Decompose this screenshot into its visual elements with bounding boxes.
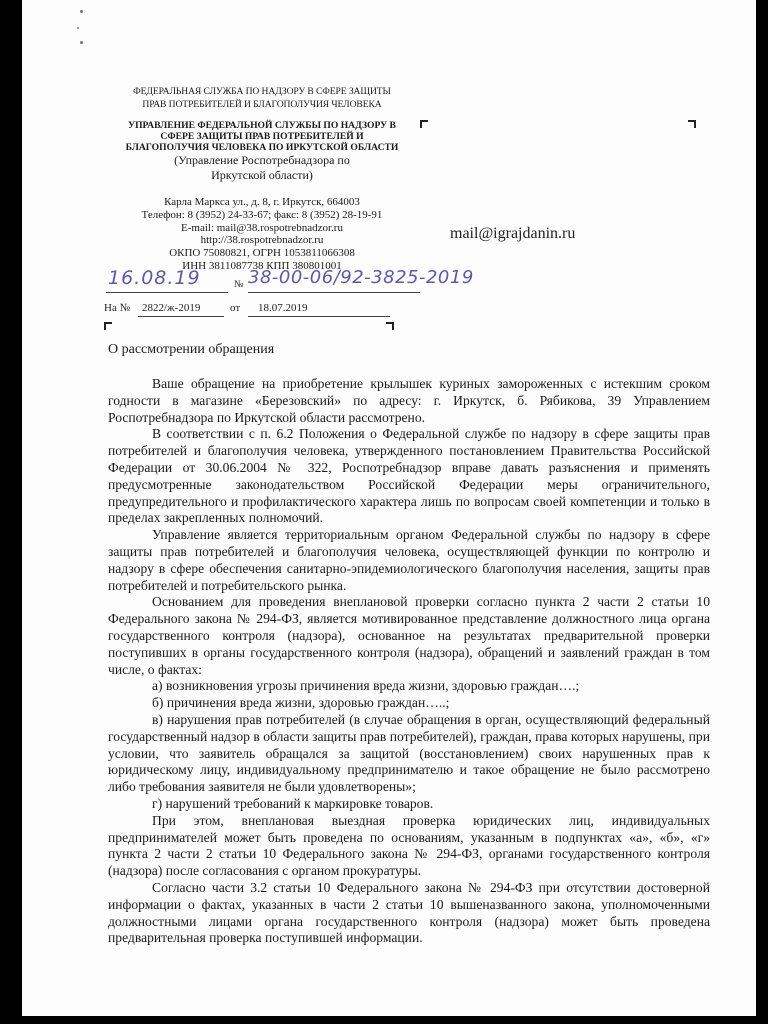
phone: Телефон: 8 (3952) 24-33-67; факс: 8 (3952) 28-19-91 (141, 208, 383, 221)
from-label: от (230, 302, 241, 314)
corner-mark-right (688, 120, 696, 128)
speck (77, 27, 79, 29)
list-item-a: а) возникновения угрозы причинения вреда жизни, здоровью граждан….; (152, 678, 580, 694)
dept-short-1: (Управление Роспотребнадзора по (174, 153, 350, 167)
dept-line-2: СФЕРЕ ЗАЩИТЫ ПРАВ ПОТРЕБИТЕЛЕЙ И (160, 131, 364, 142)
agency-line-2: ПРАВ ПОТРЕБИТЕЛЕЙ И БЛАГОПОЛУЧИЯ ЧЕЛОВЕКА (142, 98, 382, 110)
speck (80, 10, 83, 13)
paragraph: Управление является территориальным органом Федеральной службы по надзору в сфере защиты прав потребителей и благополучия человека, осуществляющей функции по контролю и надзору в сфере обеспечения санитарно-эпидемиологического благополучия населения, защиты прав потребителей и потребительского рынка. (108, 527, 710, 593)
reply-date-underline (248, 316, 390, 317)
reply-to-label: На № (104, 302, 131, 314)
list-item-v: в) нарушения прав потребителей (в случае обращения в орган, осуществляющий федеральный государственный надзор в области защиты прав потребителей), граждан, права которых нарушены, при условии, что заявитель обращался за защитой (восстановлением) своих нарушенных прав к юридическому лицу, индивидуальному предпринимателю и такое обращение не было рассмотрено либо требования заявителя не были удовлетворены»; (108, 711, 710, 795)
paragraph: Согласно части 3.2 статьи 10 Федерального закона № 294-ФЗ при отсутствии достоверной информации о фактах, указанных в части 2 статьи 10 вышеназванного закона, уполномоченными должностными лицами органа государственного контроля (надзора) может быть проведена предварительная проверка поступившей информации. (108, 879, 710, 946)
subject-line: О рассмотрении обращения (108, 342, 275, 357)
handwritten-number: 38-00-06/92-3825-2019 (248, 267, 474, 288)
paragraph: Ваше обращение на приобретение крылышек куриных замороженных с истекшим сроком годности в магазине «Березовский» по адресу: г. Иркутск, б. Рябикова, 39 Управлением Роспотребнадзора по Иркутской области рассмотрено. (108, 376, 710, 425)
dept-line-3: БЛАГОПОЛУЧИЯ ЧЕЛОВЕКА ПО ИРКУТСКОЙ ОБЛАСТИ (125, 142, 399, 153)
paragraph: При этом, внеплановая выездная проверка юридических лиц, индивидуальных предпринимателей может быть проведена по основаниям, указанным в подпунктах «а», «б», «г» пункта 2 части 2 статьи 10 Федерального закона № 294-ФЗ, органами государственного контроля (надзора) после согласования с органом прокуратуры. (108, 812, 710, 879)
handwritten-date: 16.08.19 (108, 267, 201, 289)
reply-to-date: 18.07.2019 (258, 302, 308, 314)
speck (80, 41, 83, 44)
letter-body (108, 376, 710, 947)
dept-line-1: УПРАВЛЕНИЕ ФЕДЕРАЛЬНОЙ СЛУЖБЫ ПО НАДЗОРУ В (128, 120, 396, 131)
number-label: № (234, 279, 244, 290)
reply-to-number: 2822/ж-2019 (142, 302, 201, 314)
number-underline (248, 292, 420, 293)
agency-email: E-mail: mail@38.rospotrebnadzor.ru (181, 221, 343, 234)
dept-short-2: Иркутской области) (211, 168, 313, 182)
date-underline (106, 292, 228, 293)
agency-line-1: ФЕДЕРАЛЬНАЯ СЛУЖБА ПО НАДЗОРУ В СФЕРЕ ЗАЩИТЫ (133, 86, 391, 97)
paragraph: В соответствии с п. 6.2 Положения о Федеральной службе по надзору в сфере защиты прав потребителей и благополучия человека, утвержденного постановлением Правительства Российской Федерации от 30.06.2004 № 322, Роспотребнадзор вправе давать разъяснения и применять предусмотренные законодательством Российской Федерации меры ограничительного, предупредительного и профилактического характера лишь по вопросам своей компетенции и только в пределах закрепленных полномочий. (108, 426, 710, 526)
reply-number-underline (138, 316, 224, 317)
address: Карла Маркса ул., д. 8, г. Иркутск, 664003 (164, 196, 360, 208)
paragraph: Основанием для проведения внеплановой проверки согласно пункта 2 части 2 статьи 10 Федерального закона № 294-ФЗ, является мотивированное представление должностного лица органа государственного контроля (надзора), основанное на результатах предварительной проверки поступивших в органы государственного контроля (надзора), обращений и заявлений граждан в том числе, о фактах: (108, 594, 710, 677)
corner-mark-right (386, 322, 394, 330)
corner-mark-left (104, 322, 112, 330)
recipient-email: mail@igrajdanin.ru (450, 225, 576, 242)
list-item-b: б) причинения вреда жизни, здоровью граждан…..; (152, 695, 450, 711)
document-page (22, 0, 756, 1016)
okpo-ogrn: ОКПО 75080821, ОГРН 1053811066308 (169, 247, 355, 260)
website: http://38.rospotrebnadzor.ru (200, 234, 324, 247)
corner-mark-left (420, 120, 428, 128)
letterhead (102, 86, 422, 273)
inn-kpp: ИНН 3811087738 КПП 380801001 (182, 259, 342, 272)
list-item-g: г) нарушений требований к маркировке товаров. (152, 795, 434, 811)
